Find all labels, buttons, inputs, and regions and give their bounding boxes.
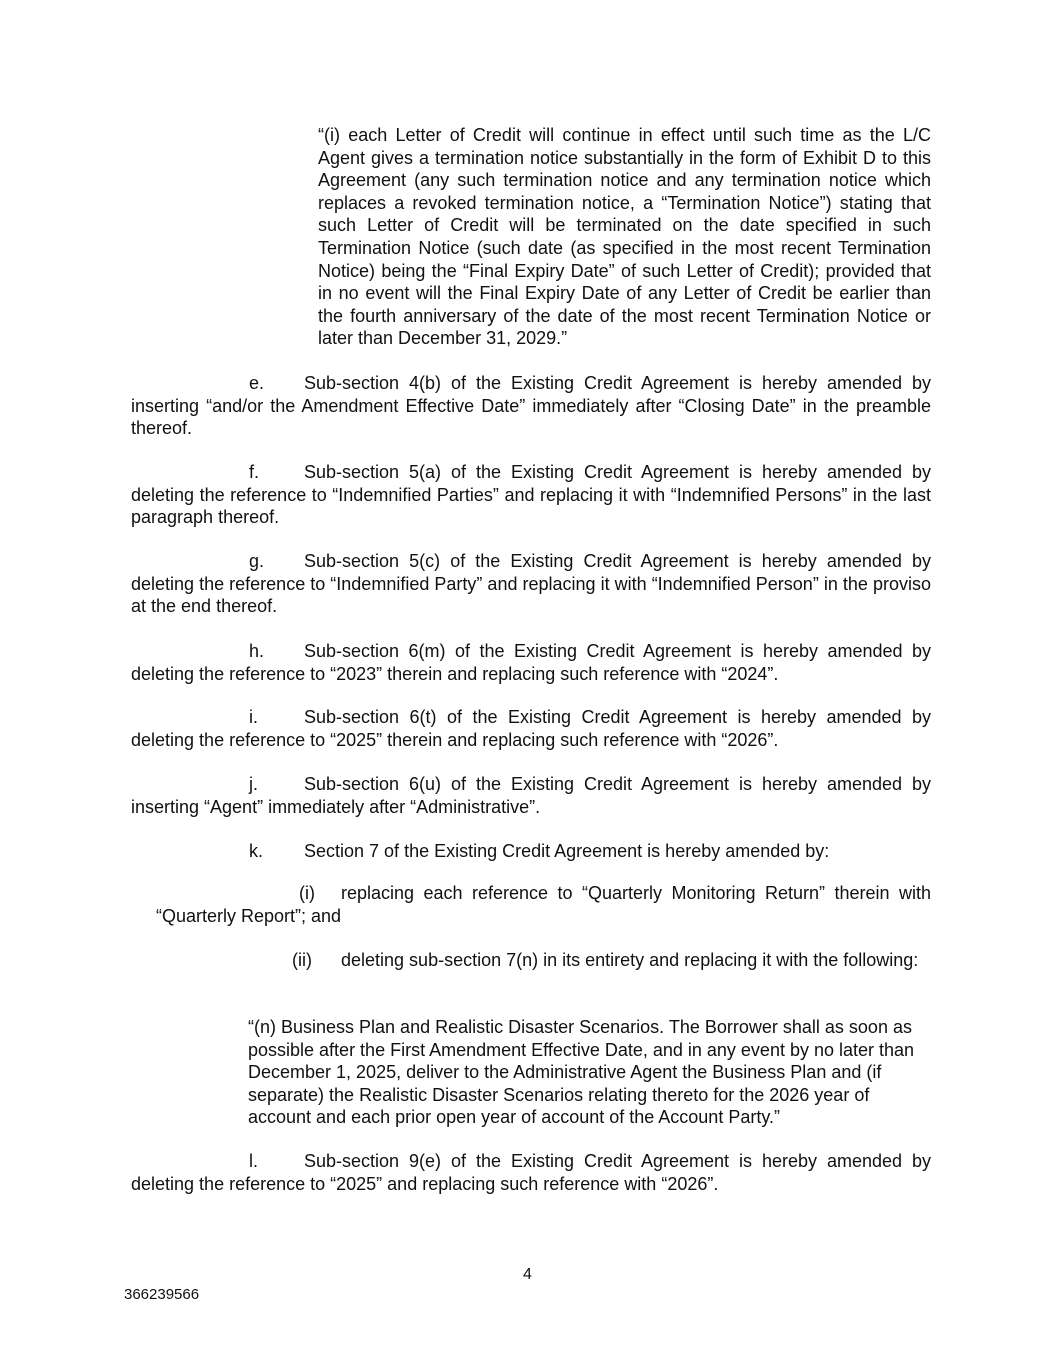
section-k	[131, 840, 931, 863]
subsection-k-i-marker: (i)	[299, 883, 315, 903]
section-j	[131, 773, 931, 818]
section-e-text: Sub-section 4(b) of the Existing Credit Agreement is hereby amended by inserting “and/or the Amendment Effective Date” immediately after “Closing Date” in the preamble thereof.	[131, 373, 931, 439]
subsection-k-ii	[156, 949, 931, 972]
section-e-marker: e.	[249, 373, 265, 393]
section-l-marker: l.	[249, 1151, 258, 1171]
section-g-text: Sub-section 5(c) of the Existing Credit Agreement is hereby amended by deleting the reference to “Indemnified Party” and replacing it with “Indemnified Person” in the proviso at the end thereof.	[131, 551, 931, 617]
quoted-clause-n: “(n) Business Plan and Realistic Disaster Scenarios. The Borrower shall as soon as possible after the First Amendment Effective Date, and in any event by no later than December 1, 2025, deliver to the Administrative Agent the Business Plan and (if separate) the Realistic Disaster Scenarios relating thereto for the 2026 year of account and each prior open year of account of the Account Party.”	[248, 1017, 915, 1128]
section-i-text: Sub-section 6(t) of the Existing Credit Agreement is hereby amended by deleting the reference to “2025” therein and replacing such reference with “2026”.	[131, 707, 931, 750]
subsection-k-ii-text: deleting sub-section 7(n) in its entirety and replacing it with the following:	[341, 950, 919, 970]
section-g-marker: g.	[249, 551, 265, 571]
quoted-clause-i: “(i) each Letter of Credit will continue in effect until such time as the L/C Agent gives a termination notice substantially in the form of Exhibit D to this Agreement (any such termination notice and any termination notice which replaces a revoked termination notice, a “Termination Notice”) stating that such Letter of Credit will be terminated on the date specified in such Termination Notice (such date (as specified in the most recent Termination Notice) being the “Final Expiry Date” of such Letter of Credit); provided that in no event will the Final Expiry Date of any Letter of Credit be earlier than the fourth anniversary of the date of the most recent Termination Notice or later than December 31, 2029.”	[318, 125, 931, 349]
subsection-k-ii-marker: (ii)	[292, 950, 312, 970]
page-number: 4	[523, 1266, 532, 1283]
section-j-marker: j.	[249, 774, 258, 794]
document-id: 366239566	[124, 1286, 200, 1303]
section-l-text: Sub-section 9(e) of the Existing Credit Agreement is hereby amended by deleting the reference to “2025” and replacing such reference with “2026”.	[131, 1151, 931, 1194]
section-l	[131, 1150, 931, 1195]
section-h-text: Sub-section 6(m) of the Existing Credit Agreement is hereby amended by deleting the reference to “2023” therein and replacing such reference with “2024”.	[131, 641, 931, 684]
section-j-text: Sub-section 6(u) of the Existing Credit Agreement is hereby amended by inserting “Agent” immediately after “Administrative”.	[131, 774, 931, 817]
section-f-marker: f.	[249, 462, 260, 482]
section-f	[131, 461, 931, 529]
section-k-text: Section 7 of the Existing Credit Agreement is hereby amended by:	[304, 841, 830, 861]
section-h-marker: h.	[249, 641, 265, 661]
section-g	[131, 550, 931, 618]
section-i	[131, 706, 931, 751]
section-i-marker: i.	[249, 707, 258, 727]
section-f-text: Sub-section 5(a) of the Existing Credit Agreement is hereby amended by deleting the reference to “Indemnified Parties” and replacing it with “Indemnified Persons” in the last paragraph thereof.	[131, 462, 931, 528]
subsection-k-i-text: replacing each reference to “Quarterly Monitoring Return” therein with “Quarterly Report”; and	[156, 883, 931, 926]
subsection-k-i	[156, 882, 931, 927]
section-k-marker: k.	[249, 841, 264, 861]
section-e	[131, 372, 931, 440]
section-h	[131, 640, 931, 685]
